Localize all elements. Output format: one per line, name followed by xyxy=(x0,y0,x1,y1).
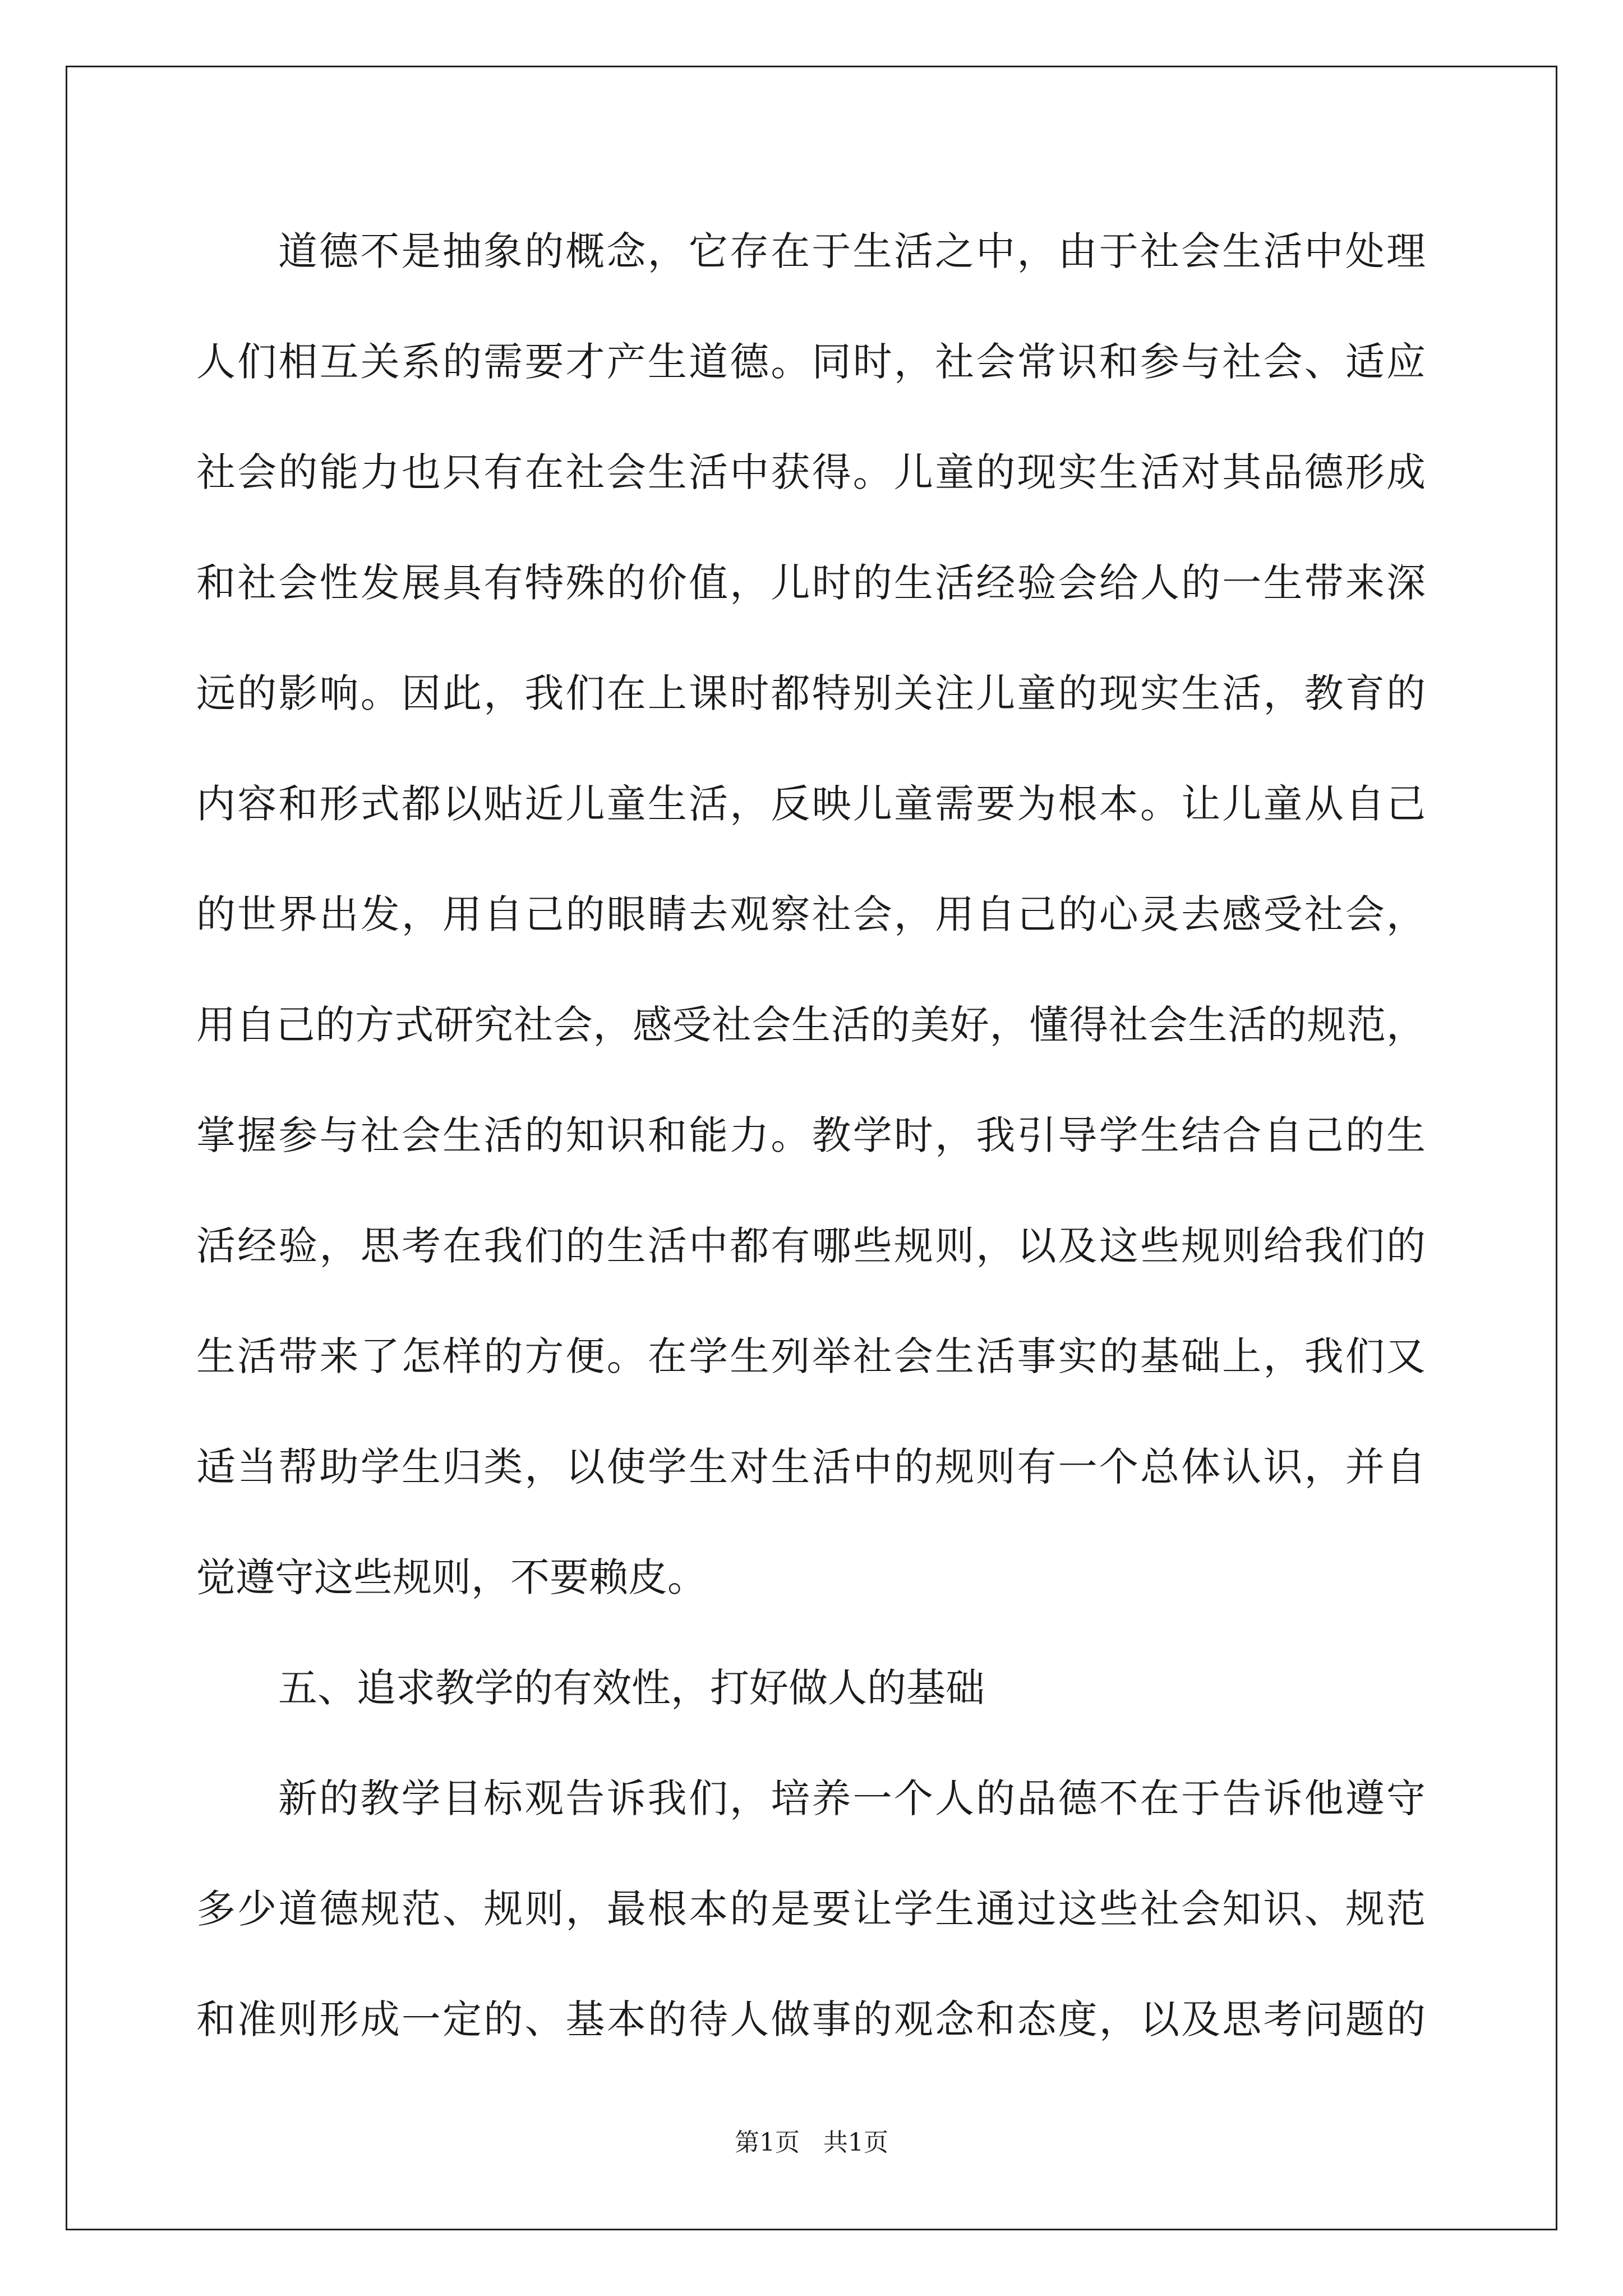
page-number: 第1页 xyxy=(735,2128,800,2157)
footer-gap xyxy=(800,2128,823,2157)
text-line-11: 生活带来了怎样的方便。在学生列举社会生活事实的基础上，我们又 xyxy=(196,1333,1426,1379)
text-line-12: 适当帮助学生归类，以使学生对生活中的规则有一个总体认识，并自 xyxy=(196,1444,1426,1490)
text-line-15: 新的教学目标观告诉我们，培养一个人的品德不在于告诉他遵守 xyxy=(278,1775,1426,1821)
text-line-8: 用自己的方式研究社会，感受社会生活的美好，懂得社会生活的规范， xyxy=(196,1002,1426,1048)
text-line-4: 和社会性发展具有特殊的价值，儿时的生活经验会给人的一生带来深 xyxy=(196,560,1426,606)
text-line-13: 觉遵守这些规则，不要赖皮。 xyxy=(196,1554,707,1600)
page-footer xyxy=(0,2126,1623,2160)
text-line-5: 远的影响。因此，我们在上课时都特别关注儿童的现实生活，教育的 xyxy=(196,670,1426,716)
section-heading: 五、追求教学的有效性，打好做人的基础 xyxy=(278,1665,985,1711)
total-pages: 共1页 xyxy=(823,2128,888,2157)
text-line-2: 人们相互关系的需要才产生道德。同时，社会常识和参与社会、适应 xyxy=(196,339,1426,385)
text-line-1: 道德不是抽象的概念，它存在于生活之中，由于社会生活中处理 xyxy=(278,228,1426,274)
text-line-10: 活经验，思考在我们的生活中都有哪些规则，以及这些规则给我们的 xyxy=(196,1223,1426,1269)
text-line-16: 多少道德规范、规则，最根本的是要让学生通过这些社会知识、规范 xyxy=(196,1886,1426,1932)
document-body xyxy=(196,222,1426,2100)
text-line-17: 和准则形成一定的、基本的待人做事的观念和态度，以及思考问题的 xyxy=(196,1996,1426,2042)
text-line-3: 社会的能力也只有在社会生活中获得。儿童的现实生活对其品德形成 xyxy=(196,449,1426,495)
text-line-7: 的世界出发，用自己的眼睛去观察社会，用自己的心灵去感受社会， xyxy=(196,891,1426,937)
text-line-6: 内容和形式都以贴近儿童生活，反映儿童需要为根本。让儿童从自己 xyxy=(196,781,1426,827)
text-line-9: 掌握参与社会生活的知识和能力。教学时，我引导学生结合自己的生 xyxy=(196,1112,1426,1158)
